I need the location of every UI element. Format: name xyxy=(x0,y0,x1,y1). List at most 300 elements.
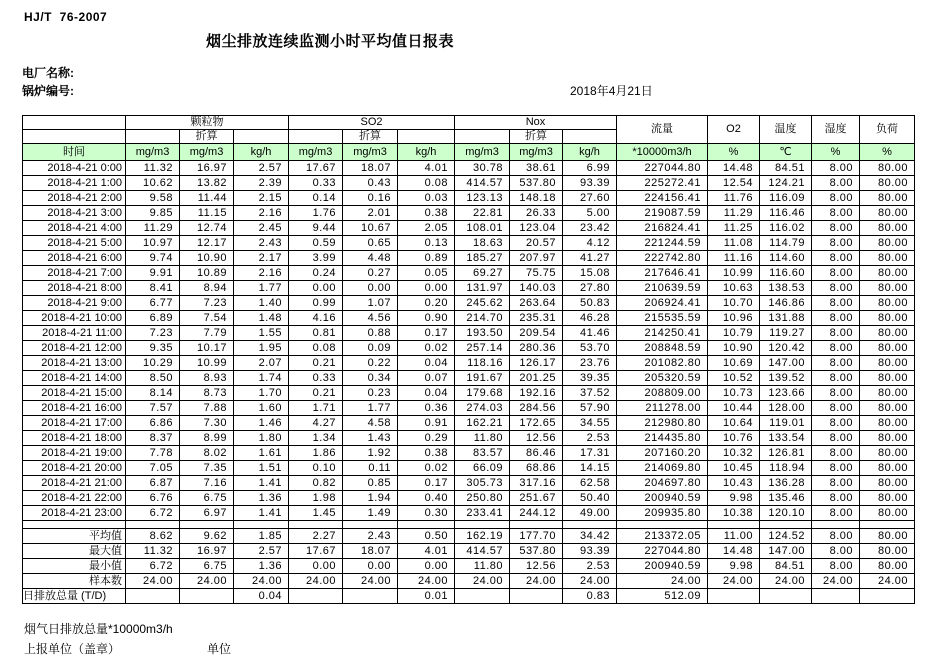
value-cell: 123.13 xyxy=(455,191,510,206)
summary-label-cell: 最小值 xyxy=(23,559,126,574)
value-cell: 1.70 xyxy=(234,386,289,401)
value-cell: 227044.80 xyxy=(617,161,708,176)
value-cell: 8.00 xyxy=(812,176,860,191)
value-cell: 0.40 xyxy=(398,491,455,506)
value-cell: 0.16 xyxy=(343,191,398,206)
value-cell: 4.48 xyxy=(343,251,398,266)
unit-cell: mg/m3 xyxy=(510,144,563,161)
unit-cell: mg/m3 xyxy=(455,144,510,161)
value-cell: 69.27 xyxy=(455,266,510,281)
value-cell: 179.68 xyxy=(455,386,510,401)
table-row xyxy=(23,281,915,296)
value-cell: 131.97 xyxy=(455,281,510,296)
summary-row xyxy=(23,529,915,544)
value-cell: 18.63 xyxy=(455,236,510,251)
value-cell: 6.72 xyxy=(126,506,180,521)
time-cell: 2018-4-21 14:00 xyxy=(23,371,126,386)
value-cell: 131.88 xyxy=(760,311,812,326)
value-cell: 212980.80 xyxy=(617,416,708,431)
value-cell: 10.62 xyxy=(126,176,180,191)
value-cell: 4.01 xyxy=(398,161,455,176)
load-column-header: 负荷 xyxy=(860,116,915,144)
value-cell: 2.43 xyxy=(343,529,398,544)
value-cell: 208848.59 xyxy=(617,341,708,356)
value-cell: 24.00 xyxy=(760,574,812,589)
value-cell: 6.75 xyxy=(180,559,234,574)
value-cell: 1.45 xyxy=(289,506,343,521)
value-cell: 8.62 xyxy=(126,529,180,544)
value-cell: 1.80 xyxy=(234,431,289,446)
value-cell: 11.29 xyxy=(708,206,760,221)
value-cell: 213372.05 xyxy=(617,529,708,544)
value-cell: 210639.59 xyxy=(617,281,708,296)
value-cell: 0.85 xyxy=(343,476,398,491)
value-cell xyxy=(455,589,510,604)
value-cell: 208809.00 xyxy=(617,386,708,401)
value-cell: 162.21 xyxy=(455,416,510,431)
value-cell: 24.00 xyxy=(234,574,289,589)
value-cell: 11.16 xyxy=(708,251,760,266)
unit-cell: % xyxy=(860,144,915,161)
value-cell: 201.25 xyxy=(510,371,563,386)
value-cell: 201082.80 xyxy=(617,356,708,371)
value-cell: 80.00 xyxy=(860,176,915,191)
value-cell: 120.10 xyxy=(760,506,812,521)
value-cell: 205320.59 xyxy=(617,371,708,386)
value-cell: 124.52 xyxy=(760,529,812,544)
value-cell: 8.00 xyxy=(812,251,860,266)
summary-row xyxy=(23,574,915,589)
value-cell: 80.00 xyxy=(860,544,915,559)
plant-name-label: 电厂名称: xyxy=(22,66,74,80)
spacer-cell xyxy=(343,521,398,529)
value-cell: 6.76 xyxy=(126,491,180,506)
value-cell: 209.54 xyxy=(510,326,563,341)
value-cell: 148.18 xyxy=(510,191,563,206)
table-row xyxy=(23,431,915,446)
value-cell: 235.31 xyxy=(510,311,563,326)
value-cell: 38.61 xyxy=(510,161,563,176)
value-cell: 24.00 xyxy=(455,574,510,589)
value-cell: 10.79 xyxy=(708,326,760,341)
time-cell: 2018-4-21 8:00 xyxy=(23,281,126,296)
value-cell: 80.00 xyxy=(860,461,915,476)
value-cell: 0.27 xyxy=(343,266,398,281)
value-cell: 0.04 xyxy=(398,356,455,371)
header-units-row xyxy=(23,144,915,161)
value-cell: 84.51 xyxy=(760,559,812,574)
value-cell: 12.74 xyxy=(180,221,234,236)
value-cell: 16.97 xyxy=(180,544,234,559)
value-cell: 80.00 xyxy=(860,446,915,461)
value-cell: 192.16 xyxy=(510,386,563,401)
spacer-cell xyxy=(760,521,812,529)
value-cell: 24.00 xyxy=(617,574,708,589)
value-cell: 11.76 xyxy=(708,191,760,206)
value-cell: 7.23 xyxy=(180,296,234,311)
header-empty-cell xyxy=(126,130,180,144)
spacer-cell xyxy=(510,521,563,529)
value-cell: 10.67 xyxy=(343,221,398,236)
value-cell: 80.00 xyxy=(860,416,915,431)
value-cell: 12.54 xyxy=(708,176,760,191)
value-cell: 209935.80 xyxy=(617,506,708,521)
value-cell: 214435.80 xyxy=(617,431,708,446)
value-cell: 211278.00 xyxy=(617,401,708,416)
value-cell: 207.97 xyxy=(510,251,563,266)
value-cell: 4.16 xyxy=(289,311,343,326)
value-cell: 123.66 xyxy=(760,386,812,401)
value-cell: 1.43 xyxy=(343,431,398,446)
humidity-column-header: 湿度 xyxy=(812,116,860,144)
value-cell: 263.64 xyxy=(510,296,563,311)
value-cell: 1.74 xyxy=(234,371,289,386)
value-cell: 24.00 xyxy=(289,574,343,589)
value-cell: 11.80 xyxy=(455,559,510,574)
time-cell: 2018-4-21 10:00 xyxy=(23,311,126,326)
value-cell: 0.88 xyxy=(343,326,398,341)
value-cell: 10.99 xyxy=(708,266,760,281)
unit-cell: kg/h xyxy=(563,144,617,161)
value-cell: 24.00 xyxy=(180,574,234,589)
value-cell: 24.00 xyxy=(708,574,760,589)
data-rows xyxy=(23,161,915,521)
value-cell: 284.56 xyxy=(510,401,563,416)
value-cell xyxy=(289,589,343,604)
value-cell: 0.24 xyxy=(289,266,343,281)
value-cell: 9.85 xyxy=(126,206,180,221)
value-cell: 2.01 xyxy=(343,206,398,221)
value-cell: 1.07 xyxy=(343,296,398,311)
table-row xyxy=(23,251,915,266)
value-cell: 1.94 xyxy=(343,491,398,506)
unit-cell: % xyxy=(708,144,760,161)
time-column-header: 时间 xyxy=(23,144,126,161)
value-cell: 5.00 xyxy=(563,206,617,221)
spacer-cell xyxy=(563,521,617,529)
value-cell: 0.00 xyxy=(398,281,455,296)
value-cell: 1.60 xyxy=(234,401,289,416)
value-cell: 9.44 xyxy=(289,221,343,236)
value-cell: 0.00 xyxy=(398,559,455,574)
value-cell: 135.46 xyxy=(760,491,812,506)
value-cell: 24.00 xyxy=(860,574,915,589)
value-cell: 24.00 xyxy=(398,574,455,589)
table-row xyxy=(23,311,915,326)
table-row xyxy=(23,401,915,416)
value-cell: 16.97 xyxy=(180,161,234,176)
value-cell: 37.52 xyxy=(563,386,617,401)
group-so2-header: SO2 xyxy=(289,116,455,130)
value-cell xyxy=(708,589,760,604)
value-cell: 6.87 xyxy=(126,476,180,491)
value-cell: 6.86 xyxy=(126,416,180,431)
value-cell: 217646.41 xyxy=(617,266,708,281)
value-cell: 0.08 xyxy=(398,176,455,191)
spacer-cell xyxy=(180,521,234,529)
value-cell: 14.48 xyxy=(708,161,760,176)
value-cell: 0.59 xyxy=(289,236,343,251)
spacer-cell xyxy=(455,521,510,529)
value-cell: 0.29 xyxy=(398,431,455,446)
value-cell: 23.42 xyxy=(563,221,617,236)
table-row xyxy=(23,266,915,281)
value-cell: 12.56 xyxy=(510,431,563,446)
value-cell: 7.79 xyxy=(180,326,234,341)
value-cell: 0.91 xyxy=(398,416,455,431)
page-title: 烟尘排放连续监测小时平均值日报表 xyxy=(206,33,455,50)
value-cell: 11.15 xyxy=(180,206,234,221)
table-row xyxy=(23,341,915,356)
value-cell: 1.61 xyxy=(234,446,289,461)
value-cell: 0.13 xyxy=(398,236,455,251)
value-cell: 20.57 xyxy=(510,236,563,251)
value-cell: 233.41 xyxy=(455,506,510,521)
value-cell: 15.08 xyxy=(563,266,617,281)
value-cell: 8.50 xyxy=(126,371,180,386)
spacer-cell xyxy=(126,521,180,529)
value-cell: 14.15 xyxy=(563,461,617,476)
value-cell: 126.81 xyxy=(760,446,812,461)
header-group-row xyxy=(23,116,915,130)
value-cell: 221244.59 xyxy=(617,236,708,251)
value-cell: 257.14 xyxy=(455,341,510,356)
value-cell xyxy=(860,589,915,604)
value-cell: 11.08 xyxy=(708,236,760,251)
value-cell: 2.57 xyxy=(234,161,289,176)
time-cell: 2018-4-21 5:00 xyxy=(23,236,126,251)
value-cell: 80.00 xyxy=(860,311,915,326)
converted-label: 折算 xyxy=(343,130,398,144)
value-cell: 250.80 xyxy=(455,491,510,506)
value-cell xyxy=(180,589,234,604)
value-cell: 0.23 xyxy=(343,386,398,401)
value-cell: 34.55 xyxy=(563,416,617,431)
value-cell: 139.52 xyxy=(760,371,812,386)
value-cell: 8.00 xyxy=(812,266,860,281)
value-cell: 8.00 xyxy=(812,326,860,341)
value-cell: 7.05 xyxy=(126,461,180,476)
unit-cell: ℃ xyxy=(760,144,812,161)
value-cell: 8.99 xyxy=(180,431,234,446)
value-cell: 2.53 xyxy=(563,559,617,574)
value-cell: 8.00 xyxy=(812,529,860,544)
value-cell: 7.54 xyxy=(180,311,234,326)
value-cell: 24.00 xyxy=(812,574,860,589)
value-cell: 75.75 xyxy=(510,266,563,281)
spacer-cell xyxy=(398,521,455,529)
value-cell: 0.07 xyxy=(398,371,455,386)
value-cell: 128.00 xyxy=(760,401,812,416)
value-cell: 8.00 xyxy=(812,371,860,386)
value-cell: 200940.59 xyxy=(617,559,708,574)
value-cell: 114.60 xyxy=(760,251,812,266)
value-cell: 1.36 xyxy=(234,491,289,506)
value-cell: 6.97 xyxy=(180,506,234,521)
value-cell: 8.00 xyxy=(812,236,860,251)
value-cell: 216824.41 xyxy=(617,221,708,236)
unit-cell: kg/h xyxy=(234,144,289,161)
value-cell: 0.50 xyxy=(398,529,455,544)
value-cell: 8.00 xyxy=(812,416,860,431)
summary-row xyxy=(23,559,915,574)
value-cell: 80.00 xyxy=(860,529,915,544)
value-cell: 18.07 xyxy=(343,544,398,559)
value-cell: 10.32 xyxy=(708,446,760,461)
table-row xyxy=(23,176,915,191)
value-cell: 114.79 xyxy=(760,236,812,251)
value-cell: 10.52 xyxy=(708,371,760,386)
value-cell: 124.21 xyxy=(760,176,812,191)
value-cell: 0.99 xyxy=(289,296,343,311)
value-cell: 244.12 xyxy=(510,506,563,521)
table-row xyxy=(23,491,915,506)
unit-cell: mg/m3 xyxy=(289,144,343,161)
value-cell: 93.39 xyxy=(563,176,617,191)
value-cell: 0.04 xyxy=(234,589,289,604)
header-empty-cell xyxy=(455,130,510,144)
value-cell: 0.17 xyxy=(398,326,455,341)
o2-column-header: O2 xyxy=(708,116,760,144)
converted-label: 折算 xyxy=(180,130,234,144)
value-cell: 7.88 xyxy=(180,401,234,416)
value-cell: 0.22 xyxy=(343,356,398,371)
table-row xyxy=(23,371,915,386)
value-cell: 1.46 xyxy=(234,416,289,431)
value-cell: 8.00 xyxy=(812,544,860,559)
value-cell: 0.43 xyxy=(343,176,398,191)
value-cell: 200940.59 xyxy=(617,491,708,506)
value-cell: 224156.41 xyxy=(617,191,708,206)
value-cell: 8.00 xyxy=(812,386,860,401)
value-cell: 251.67 xyxy=(510,491,563,506)
time-cell: 2018-4-21 21:00 xyxy=(23,476,126,491)
value-cell: 8.14 xyxy=(126,386,180,401)
value-cell: 204697.80 xyxy=(617,476,708,491)
value-cell: 41.46 xyxy=(563,326,617,341)
value-cell: 26.33 xyxy=(510,206,563,221)
value-cell: 512.09 xyxy=(617,589,708,604)
value-cell: 0.38 xyxy=(398,206,455,221)
value-cell: 207160.20 xyxy=(617,446,708,461)
value-cell: 8.00 xyxy=(812,356,860,371)
table-row xyxy=(23,416,915,431)
value-cell: 225272.41 xyxy=(617,176,708,191)
value-cell: 8.00 xyxy=(812,206,860,221)
unit-cell: mg/m3 xyxy=(126,144,180,161)
value-cell: 10.96 xyxy=(708,311,760,326)
value-cell: 0.20 xyxy=(398,296,455,311)
value-cell: 1.85 xyxy=(234,529,289,544)
value-cell: 1.98 xyxy=(289,491,343,506)
header-empty-cell xyxy=(563,130,617,144)
header-empty-cell xyxy=(23,130,126,144)
value-cell: 120.42 xyxy=(760,341,812,356)
time-cell: 2018-4-21 4:00 xyxy=(23,221,126,236)
value-cell: 0.82 xyxy=(289,476,343,491)
value-cell: 0.08 xyxy=(289,341,343,356)
header-empty-cell xyxy=(234,130,289,144)
value-cell: 9.74 xyxy=(126,251,180,266)
value-cell: 185.27 xyxy=(455,251,510,266)
spacer-cell xyxy=(617,521,708,529)
value-cell: 119.27 xyxy=(760,326,812,341)
value-cell: 83.57 xyxy=(455,446,510,461)
value-cell: 49.00 xyxy=(563,506,617,521)
value-cell: 14.48 xyxy=(708,544,760,559)
value-cell: 108.01 xyxy=(455,221,510,236)
value-cell: 3.99 xyxy=(289,251,343,266)
value-cell: 80.00 xyxy=(860,281,915,296)
time-cell: 2018-4-21 17:00 xyxy=(23,416,126,431)
value-cell: 0.00 xyxy=(343,281,398,296)
value-cell: 22.81 xyxy=(455,206,510,221)
value-cell: 24.00 xyxy=(343,574,398,589)
value-cell: 80.00 xyxy=(860,221,915,236)
value-cell: 11.44 xyxy=(180,191,234,206)
value-cell: 17.67 xyxy=(289,544,343,559)
value-cell: 7.78 xyxy=(126,446,180,461)
value-cell: 2.16 xyxy=(234,206,289,221)
value-cell: 119.01 xyxy=(760,416,812,431)
value-cell: 68.86 xyxy=(510,461,563,476)
value-cell: 8.00 xyxy=(812,281,860,296)
value-cell: 11.00 xyxy=(708,529,760,544)
unit-cell: % xyxy=(812,144,860,161)
value-cell: 80.00 xyxy=(860,476,915,491)
daily-total-label-cell: 日排放总量 (T/D) xyxy=(23,589,126,604)
value-cell: 11.32 xyxy=(126,544,180,559)
spacer-cell xyxy=(812,521,860,529)
value-cell: 10.89 xyxy=(180,266,234,281)
value-cell: 11.80 xyxy=(455,431,510,446)
value-cell: 30.78 xyxy=(455,161,510,176)
value-cell: 2.53 xyxy=(563,431,617,446)
value-cell: 118.16 xyxy=(455,356,510,371)
time-cell: 2018-4-21 18:00 xyxy=(23,431,126,446)
group-nox-header: Nox xyxy=(455,116,617,130)
value-cell: 6.89 xyxy=(126,311,180,326)
value-cell: 80.00 xyxy=(860,401,915,416)
value-cell: 116.02 xyxy=(760,221,812,236)
value-cell: 8.00 xyxy=(812,431,860,446)
value-cell: 10.70 xyxy=(708,296,760,311)
value-cell: 0.11 xyxy=(343,461,398,476)
value-cell: 0.01 xyxy=(398,589,455,604)
unit-cell: *10000m3/h xyxy=(617,144,708,161)
value-cell: 1.40 xyxy=(234,296,289,311)
value-cell: 10.73 xyxy=(708,386,760,401)
time-cell: 2018-4-21 12:00 xyxy=(23,341,126,356)
value-cell: 6.77 xyxy=(126,296,180,311)
summary-label-cell: 最大值 xyxy=(23,544,126,559)
time-cell: 2018-4-21 20:00 xyxy=(23,461,126,476)
value-cell: 2.45 xyxy=(234,221,289,236)
flow-column-header: 流量 xyxy=(617,116,708,144)
value-cell: 206924.41 xyxy=(617,296,708,311)
unit-cell: mg/m3 xyxy=(180,144,234,161)
value-cell: 305.73 xyxy=(455,476,510,491)
value-cell: 0.14 xyxy=(289,191,343,206)
reporting-unit-label: 上报单位（盖章） xyxy=(24,642,121,656)
value-cell: 7.23 xyxy=(126,326,180,341)
value-cell: 80.00 xyxy=(860,236,915,251)
time-cell: 2018-4-21 16:00 xyxy=(23,401,126,416)
value-cell: 8.00 xyxy=(812,559,860,574)
value-cell: 4.12 xyxy=(563,236,617,251)
value-cell: 219087.59 xyxy=(617,206,708,221)
value-cell: 0.83 xyxy=(563,589,617,604)
